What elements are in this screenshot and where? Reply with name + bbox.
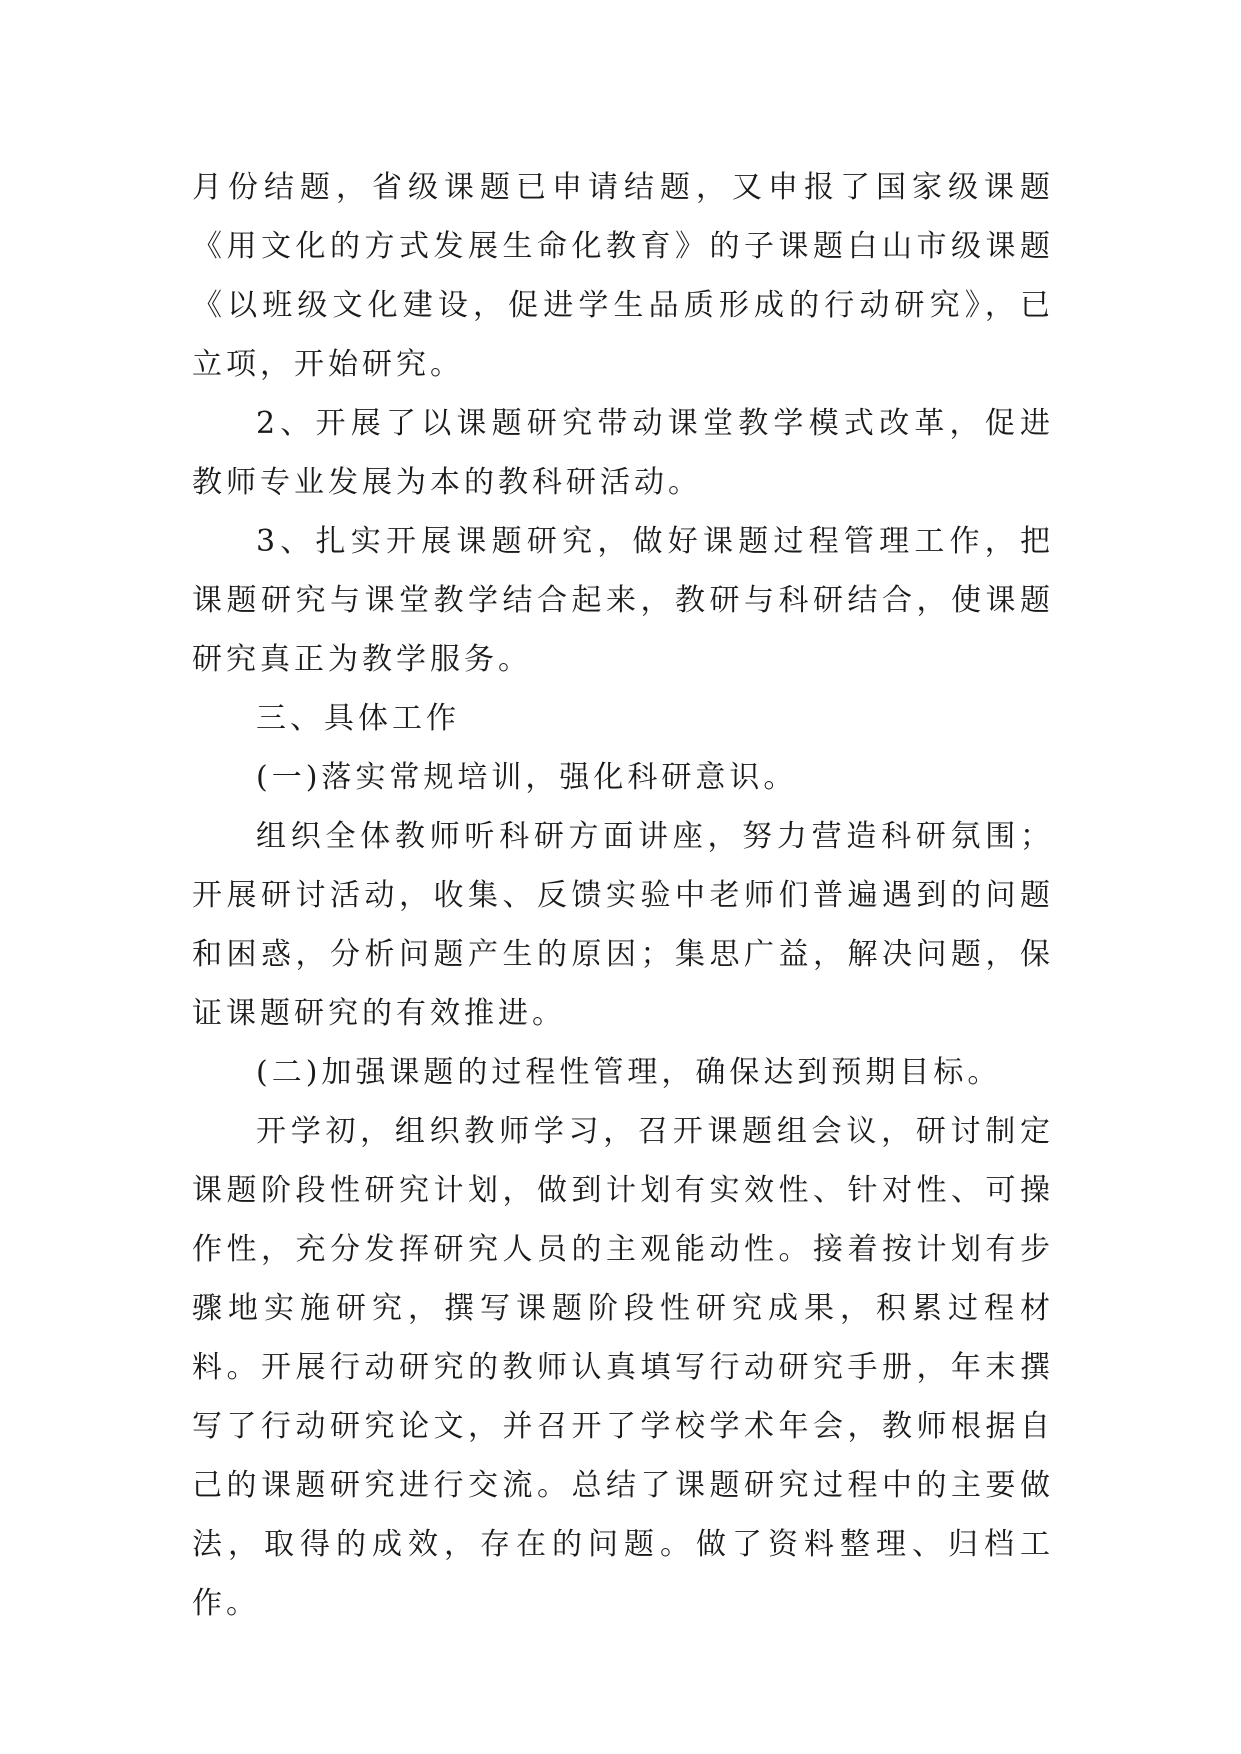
subheading-one: (一)落实常规培训，强化科研意识。 bbox=[256, 760, 798, 795]
section-heading-specific-work: 三、具体工作 bbox=[256, 701, 460, 736]
paragraph-process-management: 开学初，组织教师学习，召开课题组会议，研讨制定课题阶段性研究计划，做到计划有实效性、针对性、可操作性，充分发挥研究人员的主观能动性。接着按计划有步骤地实施研究，撰写课题阶段性研究成果，积累过程材料。开展行动研究的教师认真填写行动研究手册，年末撰写了行动研究论文，并召开了学校学术年会，教师根据自己的课题研究进行交流。总结了课题研究过程中的主要做法，取得的成效，存在的问题。做了资料整理、归档工作。 bbox=[192, 1114, 1054, 1621]
paragraph-continuation: 月份结题，省级课题已申请结题，又申报了国家级课题《用文化的方式发展生命化教育》的子课题白山市级课题《以班级文化建设，促进学生品质形成的行动研究》，已立项，开始研究。 bbox=[192, 170, 1054, 382]
subheading-two: (二)加强课题的过程性管理，确保达到预期目标。 bbox=[256, 1055, 1002, 1090]
paragraph-item-2: 2、开展了以课题研究带动课堂教学模式改革，促进教师专业发展为本的教科研活动。 bbox=[192, 406, 1054, 500]
paragraph-training: 组织全体教师听科研方面讲座，努力营造科研氛围；开展研讨活动，收集、反馈实验中老师们普遍遇到的问题和困惑，分析问题产生的原因；集思广益，解决问题，保证课题研究的有效推进。 bbox=[192, 819, 1054, 1031]
document-page bbox=[192, 158, 1054, 1633]
paragraph-item-3: 3、扎实开展课题研究，做好课题过程管理工作，把课题研究与课堂教学结合起来，教研与科研结合，使课题研究真正为教学服务。 bbox=[192, 524, 1054, 677]
